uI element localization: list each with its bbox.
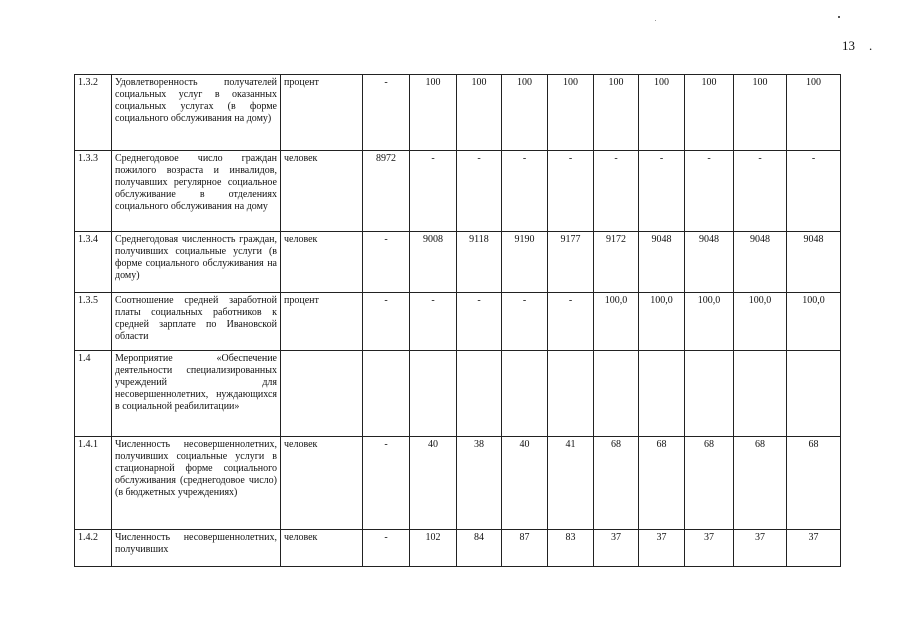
row-value: 9048 xyxy=(685,232,734,293)
row-value xyxy=(457,351,502,437)
row-value: 9048 xyxy=(734,232,787,293)
row-value: - xyxy=(457,293,502,351)
row-value: 100 xyxy=(734,75,787,151)
row-value: 100 xyxy=(594,75,639,151)
row-value: 41 xyxy=(548,437,594,530)
row-code: 1.3.3 xyxy=(75,151,112,232)
row-value: 37 xyxy=(639,530,685,567)
row-value xyxy=(548,351,594,437)
row-value xyxy=(685,351,734,437)
row-value: - xyxy=(502,151,548,232)
table-row xyxy=(75,351,841,437)
row-value: 9177 xyxy=(548,232,594,293)
row-value: - xyxy=(639,151,685,232)
row-value: 9008 xyxy=(410,232,457,293)
row-value: 9048 xyxy=(639,232,685,293)
row-value: 37 xyxy=(594,530,639,567)
row-base-value: 8972 xyxy=(363,151,410,232)
row-value: 68 xyxy=(594,437,639,530)
row-value xyxy=(502,351,548,437)
row-value: - xyxy=(363,75,410,151)
row-name: Соотношение средней заработной платы социальных работников к средней зарплате по Ивановской области xyxy=(112,293,281,351)
row-value xyxy=(594,351,639,437)
row-unit: человек xyxy=(281,151,363,232)
row-value: 40 xyxy=(502,437,548,530)
row-name: Численность несовершеннолетних, получивших xyxy=(112,530,281,567)
row-value: - xyxy=(787,151,841,232)
row-value: - xyxy=(548,151,594,232)
row-value: 84 xyxy=(457,530,502,567)
row-unit: процент xyxy=(281,75,363,151)
row-name: Среднегодовая численность граждан, получивших социальные услуги (в форме социального обслуживания на дому) xyxy=(112,232,281,293)
row-value: 100 xyxy=(502,75,548,151)
table-row xyxy=(75,437,841,530)
row-value: - xyxy=(363,437,410,530)
row-value: - xyxy=(502,293,548,351)
row-value: 100 xyxy=(685,75,734,151)
scan-speck xyxy=(655,20,656,21)
row-name: Удовлетворенность получателей социальных услуг в оказанных социальных услугах (в форме социального обслуживания на дому) xyxy=(112,75,281,151)
row-value xyxy=(734,351,787,437)
row-value: - xyxy=(548,293,594,351)
row-value: - xyxy=(594,151,639,232)
row-value: 100,0 xyxy=(734,293,787,351)
row-value: - xyxy=(363,530,410,567)
row-value: - xyxy=(457,151,502,232)
row-name: Среднегодовое число граждан пожилого возраста и инвалидов, получавших регулярное социальное обслуживание в отделениях социального обслуживания на дому xyxy=(112,151,281,232)
row-value: 100,0 xyxy=(594,293,639,351)
row-value: 100 xyxy=(410,75,457,151)
row-value: - xyxy=(734,151,787,232)
table-row xyxy=(75,232,841,293)
row-value: 68 xyxy=(685,437,734,530)
row-unit: человек xyxy=(281,437,363,530)
page-mark: . xyxy=(869,38,873,53)
row-value: 83 xyxy=(548,530,594,567)
row-value: - xyxy=(363,293,410,351)
row-value: 102 xyxy=(410,530,457,567)
row-value: 68 xyxy=(787,437,841,530)
page-number: 13 xyxy=(842,38,855,53)
row-value: 9048 xyxy=(787,232,841,293)
row-code: 1.3.5 xyxy=(75,293,112,351)
row-value: 68 xyxy=(734,437,787,530)
row-value: - xyxy=(410,151,457,232)
row-unit xyxy=(281,351,363,437)
scan-speck xyxy=(838,16,840,18)
indicators-table xyxy=(74,74,841,567)
table-row xyxy=(75,530,841,567)
row-value: 38 xyxy=(457,437,502,530)
table-row xyxy=(75,293,841,351)
row-name: Численность несовершеннолетних, получивших социальные услуги в стационарной форме социального обслуживания (среднегодовое число) (в бюджетных учреждениях) xyxy=(112,437,281,530)
row-value: 100,0 xyxy=(685,293,734,351)
row-value: - xyxy=(410,293,457,351)
row-value: - xyxy=(363,232,410,293)
row-value xyxy=(410,351,457,437)
row-code: 1.4.1 xyxy=(75,437,112,530)
row-value: 100,0 xyxy=(639,293,685,351)
row-value: 100 xyxy=(457,75,502,151)
row-value: 68 xyxy=(639,437,685,530)
table-row xyxy=(75,75,841,151)
row-value: 9118 xyxy=(457,232,502,293)
row-code: 1.3.4 xyxy=(75,232,112,293)
row-value xyxy=(787,351,841,437)
table-row xyxy=(75,151,841,232)
row-value: 100 xyxy=(787,75,841,151)
row-value: 87 xyxy=(502,530,548,567)
row-code: 1.4 xyxy=(75,351,112,437)
row-value xyxy=(363,351,410,437)
row-unit: человек xyxy=(281,232,363,293)
row-value: 100 xyxy=(639,75,685,151)
row-name: Мероприятие «Обеспечение деятельности специализированных учреждений для несовершеннолетних, нуждающихся в социальной реабилитации» xyxy=(112,351,281,437)
row-value xyxy=(639,351,685,437)
row-value: 100 xyxy=(548,75,594,151)
row-value: 100,0 xyxy=(787,293,841,351)
row-value: 9190 xyxy=(502,232,548,293)
row-value: 40 xyxy=(410,437,457,530)
row-value: 37 xyxy=(685,530,734,567)
row-value: 37 xyxy=(787,530,841,567)
row-code: 1.4.2 xyxy=(75,530,112,567)
row-code: 1.3.2 xyxy=(75,75,112,151)
row-unit: человек xyxy=(281,530,363,567)
row-unit: процент xyxy=(281,293,363,351)
row-value: - xyxy=(685,151,734,232)
row-value: 9172 xyxy=(594,232,639,293)
row-value: 37 xyxy=(734,530,787,567)
